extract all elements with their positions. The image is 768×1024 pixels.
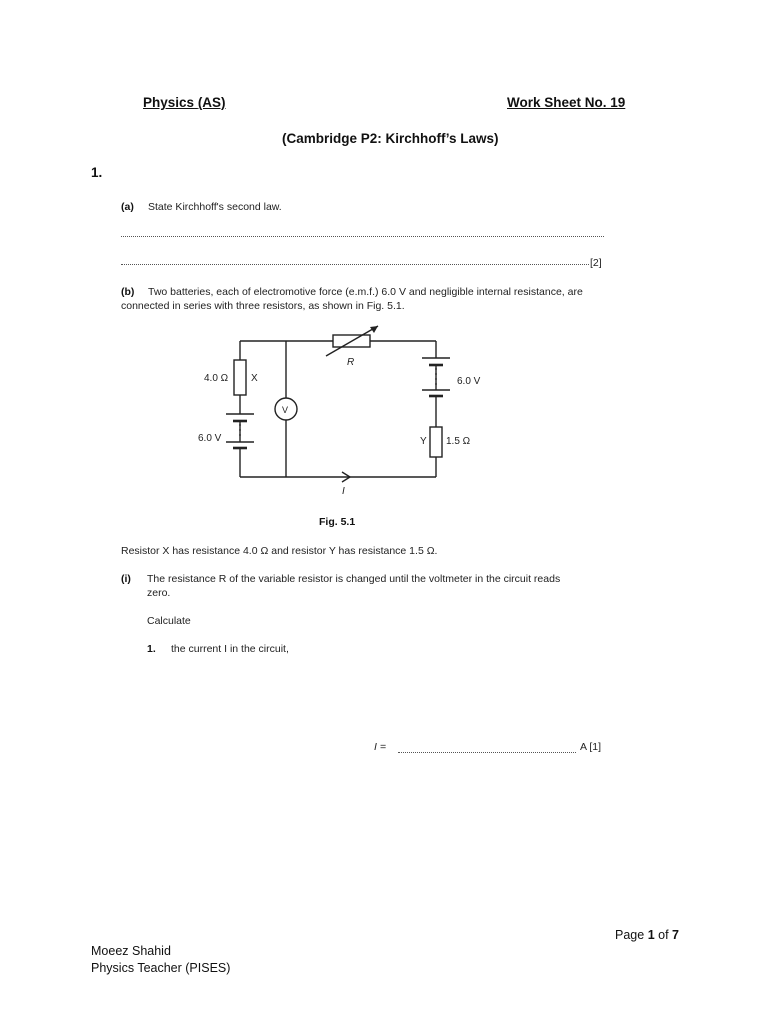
- answer-line-a2[interactable]: [121, 264, 589, 265]
- author-role: Physics Teacher (PISES): [91, 961, 231, 975]
- author-name: Moeez Shahid: [91, 944, 171, 958]
- subject-level: (AS): [197, 95, 226, 110]
- resistor-info-text: Resistor X has resistance 4.0 Ω and resistor Y has resistance 1.5 Ω.: [121, 545, 438, 557]
- answer-line-a1[interactable]: [121, 236, 604, 237]
- page-total: 7: [672, 928, 679, 942]
- part-b-text-line1: Two batteries, each of electromotive force (e.m.f.) 6.0 V and negligible internal resistance, are: [148, 286, 583, 298]
- part-i-text-line2: zero.: [147, 587, 171, 599]
- worksheet-subtitle: (Cambridge P2: Kirchhoff’s Laws): [282, 131, 499, 146]
- page-of: of: [658, 928, 669, 942]
- part-b-label: (b): [121, 286, 135, 298]
- answer-prefix: I =: [374, 741, 386, 753]
- calculate-text: Calculate: [147, 615, 191, 627]
- worksheet-number: Work Sheet No. 19: [507, 95, 626, 110]
- resistor-x-symbol: [234, 360, 246, 395]
- item-1-text: the current I in the circuit,: [171, 643, 289, 655]
- voltmeter-label: V: [282, 405, 289, 415]
- part-a-label: (a): [121, 201, 134, 213]
- answer-suffix: A [1]: [580, 741, 602, 753]
- part-i-label: (i): [121, 573, 131, 585]
- resistor-y-symbol: [430, 427, 442, 457]
- label-y-value: 1.5 Ω: [446, 436, 471, 447]
- figure-caption: Fig. 5.1: [319, 516, 356, 528]
- label-x: X: [251, 373, 258, 384]
- part-a-marks: [2]: [590, 257, 602, 269]
- page-number: [615, 927, 679, 944]
- label-r: R: [347, 357, 355, 368]
- part-a-text: State Kirchhoff's second law.: [148, 201, 282, 213]
- page-current: 1: [647, 928, 655, 942]
- circuit-diagram: [180, 320, 500, 505]
- answer-line-current[interactable]: [398, 752, 576, 753]
- subject-title: [143, 95, 226, 110]
- label-x-value: 4.0 Ω: [204, 373, 229, 384]
- subject-word: Physics: [143, 95, 195, 110]
- label-emf-left: 6.0 V: [198, 433, 222, 444]
- question-number: 1.: [91, 165, 103, 180]
- part-i-text-line1: The resistance R of the variable resistor is changed until the voltmeter in the circuit reads: [147, 573, 561, 585]
- page-prefix: Page: [615, 928, 645, 942]
- label-current: I: [342, 486, 345, 497]
- item-1-label: 1.: [147, 643, 156, 655]
- label-y: Y: [420, 436, 427, 447]
- part-b-text-line2: connected in series with three resistors, as shown in Fig. 5.1.: [121, 300, 405, 312]
- label-emf-right: 6.0 V: [457, 376, 481, 387]
